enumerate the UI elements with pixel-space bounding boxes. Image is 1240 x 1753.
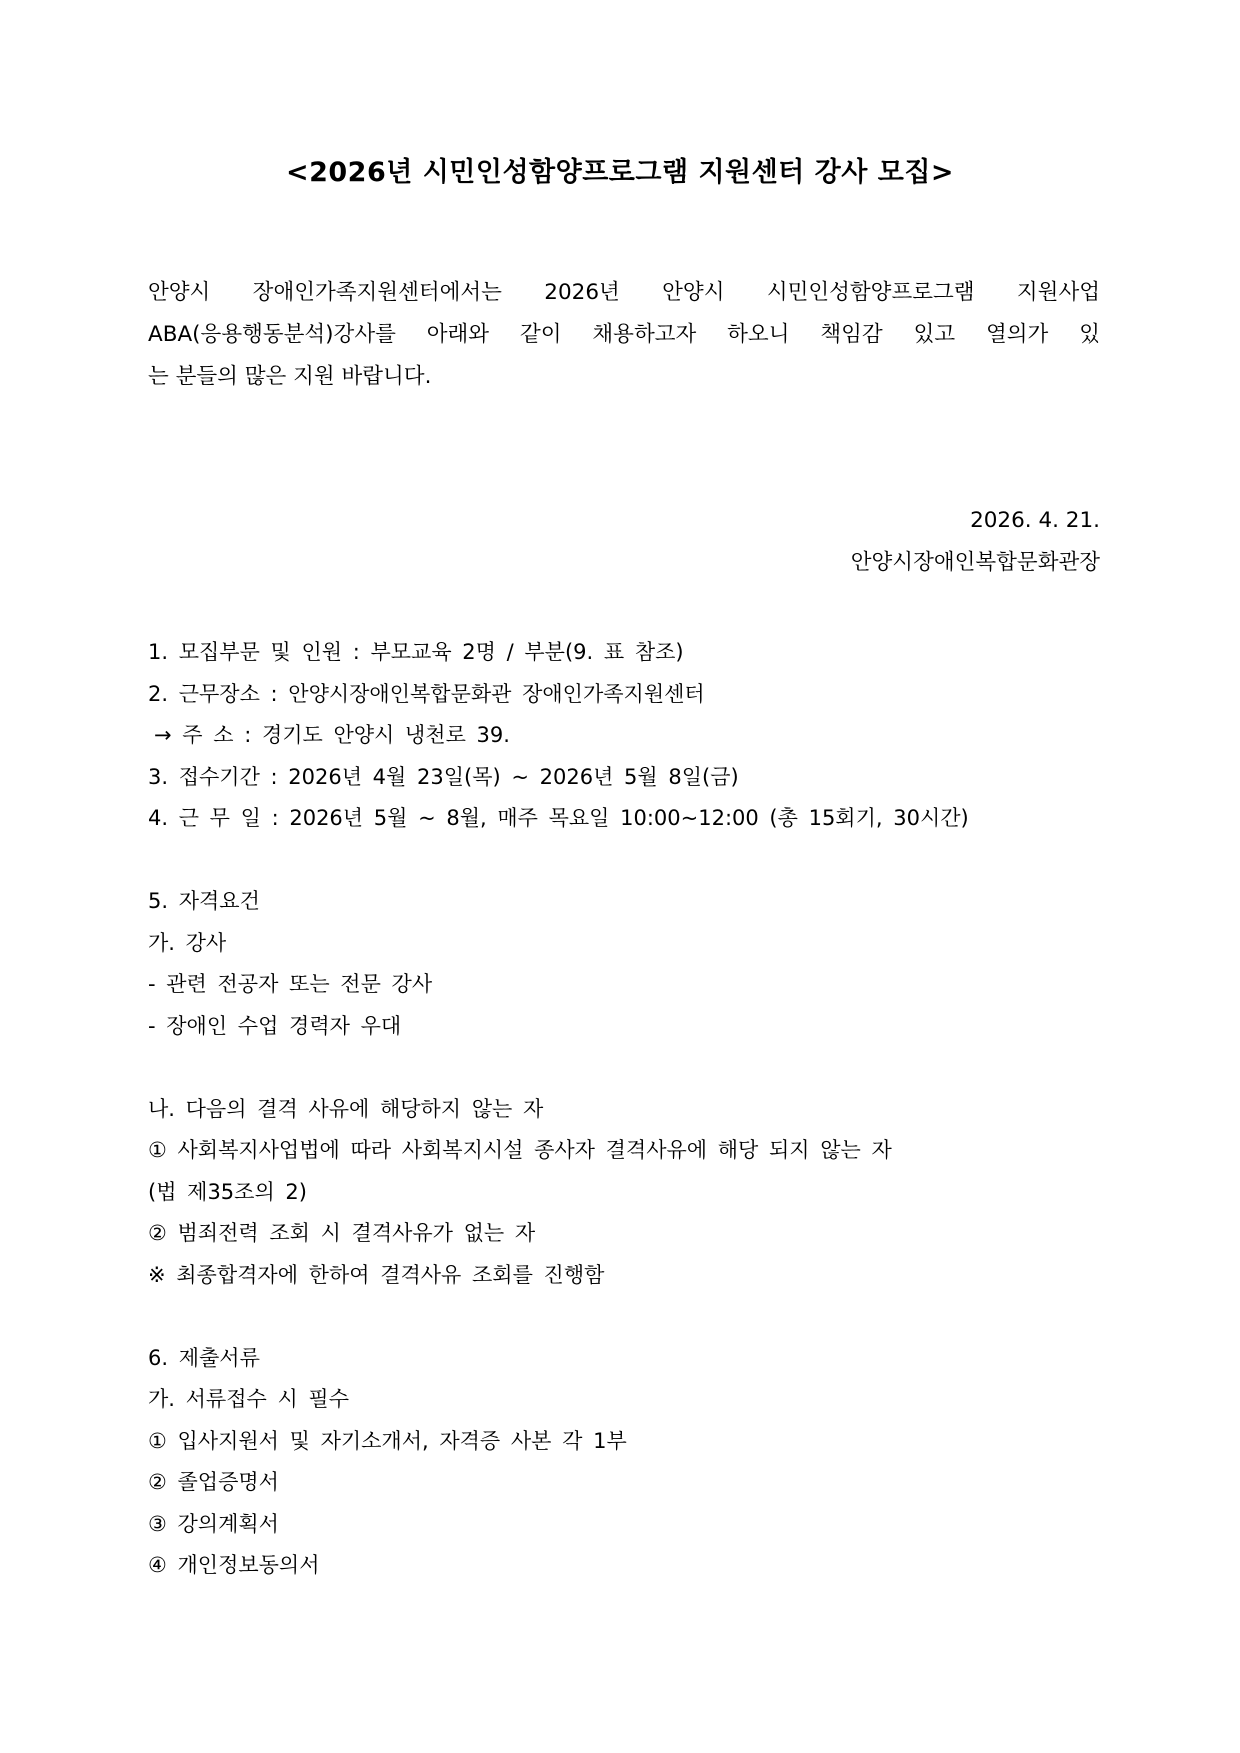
- item-workplace: 2. 근무장소 : 안양시장애인복합문화관 장애인가족지원센터: [148, 681, 705, 706]
- qualifications-heading: 5. 자격요건: [148, 889, 260, 913]
- documents-heading: 6. 제출서류: [148, 1345, 260, 1370]
- intro-line-1: 안양시 장애인가족지원센터에서는 2026년 안양시 시민인성함양프로그램 지원사업: [148, 280, 1100, 305]
- documents-item-1: ① 입사지원서 및 자기소개서, 자격증 사본 각 1부: [148, 1428, 627, 1453]
- qualifications-a1: - 관련 전공자 또는 전문 강사: [148, 972, 433, 996]
- qualifications-a-heading: 가. 강사: [148, 930, 227, 955]
- item-workdays: 4. 근 무 일 : 2026년 5월 ~ 8월, 매주 목요일 10:00~12:00 (총 15회기, 30시간): [148, 806, 969, 830]
- documents-item-4: ④ 개인정보동의서: [148, 1553, 320, 1577]
- qualifications-b1: ① 사회복지사업법에 따라 사회복지시설 종사자 결격사유에 해당 되지 않는 자: [148, 1138, 892, 1162]
- documents-a-heading: 가. 서류접수 시 필수: [148, 1387, 349, 1411]
- spacer: [148, 1296, 1100, 1338]
- signoff-date: 2026. 4. 21.: [970, 508, 1100, 533]
- documents-item-3: ③ 강의계획서: [148, 1511, 279, 1536]
- item-address: → 주 소 : 경기도 안양시 냉천로 39.: [154, 723, 510, 747]
- qualifications-b-heading: 나. 다음의 결격 사유에 해당하지 않는 자: [148, 1096, 544, 1121]
- qualifications-note: ※ 최종합격자에 한하여 결격사유 조회를 진행함: [148, 1262, 605, 1287]
- qualifications-a2: - 장애인 수업 경력자 우대: [148, 1013, 402, 1038]
- page-title: <2026년 시민인성함양프로그램 지원센터 강사 모집>: [285, 157, 955, 188]
- spacer: [148, 840, 1100, 882]
- documents-item-2: ② 졸업증명서: [148, 1470, 279, 1494]
- signoff-block: [851, 500, 1100, 584]
- intro-line-2: ABA(응용행동분석)강사를 아래와 같이 채용하고자 하오니 책임감 있고 열의가 있: [148, 322, 1100, 347]
- intro-paragraph: [148, 272, 1100, 398]
- intro-line-3: 는 분들의 많은 지원 바랍니다.: [148, 364, 432, 389]
- recruitment-details: [148, 632, 1100, 1587]
- item-recruit: 1. 모집부문 및 인원 : 부모교육 2명 / 부분(9. 표 참조): [148, 640, 684, 664]
- item-period: 3. 접수기간 : 2026년 4월 23일(목) ~ 2026년 5월 8일(금): [148, 764, 739, 789]
- signoff-organization: 안양시장애인복합문화관장: [850, 550, 1100, 575]
- qualifications-b1-cont: (법 제35조의 2): [148, 1179, 307, 1204]
- qualifications-b2: ② 범죄전력 조회 시 결격사유가 없는 자: [148, 1221, 536, 1245]
- spacer: [148, 1047, 1100, 1089]
